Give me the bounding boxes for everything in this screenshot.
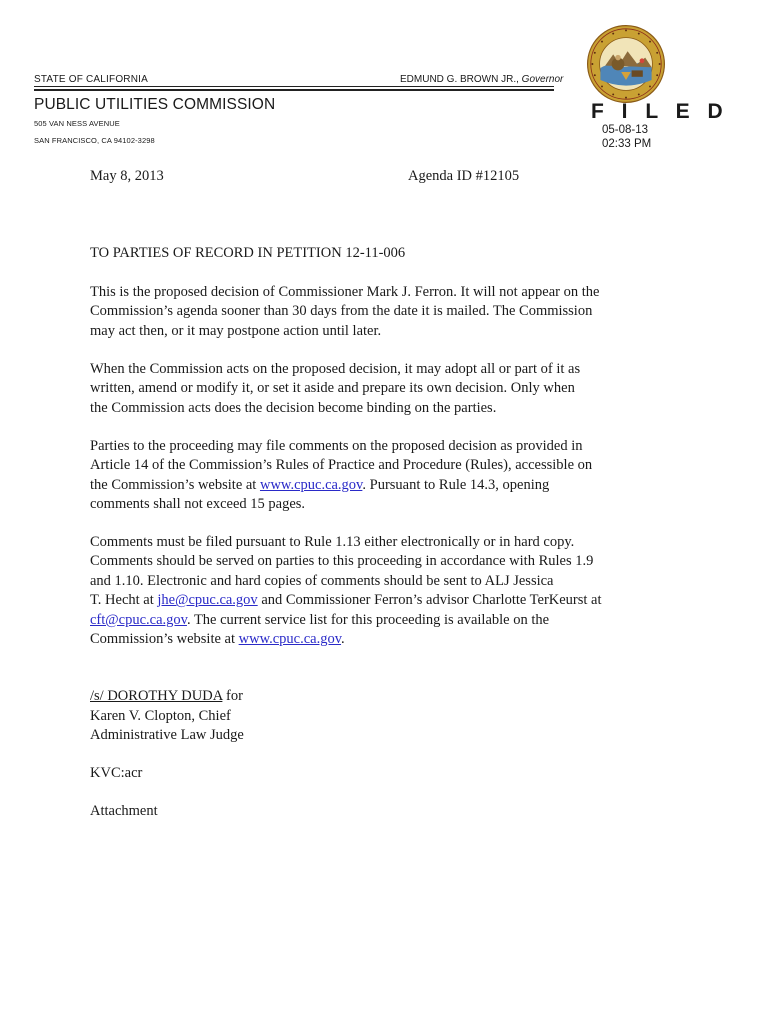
text-segment: . Pursuant to Rule 14.3, opening [362, 476, 550, 493]
text-line: Parties to the proceeding may file comments on the proposed decision as provided in [90, 438, 583, 454]
text-line: and 1.10. Electronic and hard copies of comments should be sent to ALJ Jessica [90, 572, 554, 589]
filed-date: 05-08-13 [602, 124, 649, 136]
text-segment: and Commissioner Ferron’s advisor Charlotte TerKeurst at [257, 592, 602, 609]
text-line [90, 630, 690, 649]
reference-initials: KVC:acr [90, 765, 143, 781]
cft-email-link[interactable]: cft@cpuc.ca.gov [90, 611, 187, 628]
text-line [90, 476, 690, 495]
letter-date: May 8, 2013 [90, 168, 164, 184]
governor-name: EDMUND G. BROWN JR., [400, 74, 522, 85]
commission-name: PUBLIC UTILITIES COMMISSION [34, 96, 276, 113]
paragraph-comments-rules [90, 437, 690, 515]
state-seal-icon [586, 24, 666, 104]
text-line: comments shall not exceed 15 pages. [90, 496, 306, 513]
paragraph-proposed-decision [90, 283, 690, 341]
text-line: written, amend or modify it, or set it aside and prepare its own decision. Only when [90, 380, 575, 397]
letterhead-rule-thin [34, 86, 554, 87]
signed-suffix: for [222, 688, 243, 704]
text-segment: Commission’s website at [90, 631, 239, 648]
governor-line [400, 74, 563, 85]
text-line: When the Commission acts on the proposed decision, it may adopt all or part of it as [90, 361, 581, 377]
paragraph-commission-acts [90, 360, 690, 418]
text-segment: . The current service list for this proceeding is available on the [186, 611, 550, 628]
text-line [90, 611, 690, 630]
text-line: may act then, or it may postpone action until later. [90, 322, 382, 339]
text-line [90, 591, 690, 610]
cpuc-website-link[interactable]: www.cpuc.ca.gov [259, 476, 363, 493]
signed-by: /s/ DOROTHY DUDA [90, 688, 223, 704]
address-line-2: SAN FRANCISCO, CA 94102-3298 [34, 136, 155, 145]
address-line-1: 505 VAN NESS AVENUE [34, 119, 120, 128]
filed-stamp-label: F I L E D [591, 100, 729, 123]
agenda-id: Agenda ID #12105 [408, 168, 520, 184]
signature-block [90, 687, 244, 746]
signer-title: Administrative Law Judge [90, 727, 244, 744]
text-line: This is the proposed decision of Commissioner Mark J. Ferron. It will not appear on the [90, 284, 600, 300]
text-line: Comments should be served on parties to this proceeding in accordance with Rules 1.9 [90, 553, 594, 570]
attachment-note: Attachment [90, 803, 158, 819]
letterhead-rule-thick [34, 89, 554, 91]
text-line: Commission’s agenda sooner than 30 days from the date it is mailed. The Commission [90, 303, 593, 320]
text-segment: . [341, 631, 345, 648]
signer-name: Karen V. Clopton, Chief [90, 707, 231, 724]
addressee-line: TO PARTIES OF RECORD IN PETITION 12-11-006 [90, 245, 406, 261]
text-line: Comments must be filed pursuant to Rule 1.13 either electronically or in hard copy. [90, 534, 575, 550]
jhe-email-link[interactable]: jhe@cpuc.ca.gov [157, 592, 258, 609]
cpuc-website-link-2[interactable]: www.cpuc.ca.gov [238, 631, 342, 648]
text-segment: T. Hecht at [90, 592, 158, 609]
signature-line [90, 687, 244, 707]
state-of-california: STATE OF CALIFORNIA [34, 74, 148, 85]
text-segment: the Commission’s website at [90, 476, 260, 493]
text-line: the Commission acts does the decision become binding on the parties. [90, 399, 497, 416]
filed-time: 02:33 PM [602, 138, 652, 150]
paragraph-filing-comments [90, 533, 690, 649]
governor-title: Governor [521, 74, 564, 85]
text-line: Article 14 of the Commission’s Rules of Practice and Procedure (Rules), accessible on [90, 457, 593, 474]
